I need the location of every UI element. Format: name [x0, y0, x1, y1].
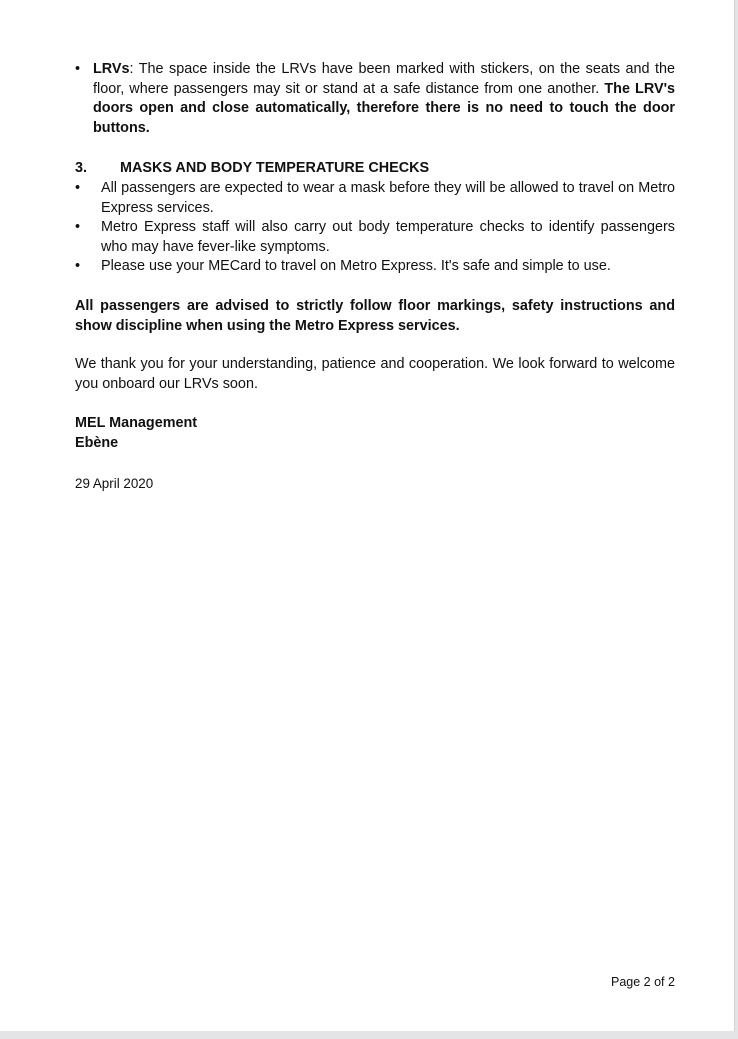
list-item [75, 218, 675, 257]
lrv-label: LRVs [93, 61, 130, 77]
signature-line-2: Ebène [75, 434, 119, 451]
document-date: 29 April 2020 [75, 475, 154, 491]
bullet-icon: • [75, 258, 81, 275]
bullet-icon: • [75, 179, 81, 196]
masks-list [75, 179, 675, 277]
thanks-paragraph: We thank you for your understanding, patience and cooperation. We look forward to welcome you onboard our LRVs soon. [75, 356, 675, 392]
lrv-list [75, 60, 675, 138]
list-item-text: Please use your MECard to travel on Metro Express. It's safe and simple to use. [101, 258, 611, 275]
bullet-icon: • [75, 61, 81, 77]
signature-line-1: MEL Management [75, 415, 198, 432]
signature-block [75, 414, 675, 453]
list-item [75, 257, 675, 277]
section-3-heading [75, 159, 675, 179]
list-item-text: All passengers are expected to wear a mask before they will be allowed to travel on Metro Express services. [101, 179, 675, 216]
lrv-text: : The space inside the LRVs have been marked with stickers, on the seats and the floor, where passengers may sit or stand at a safe distance from one another. [93, 61, 675, 97]
page-content [75, 60, 675, 493]
advisory-paragraph: All passengers are advised to strictly follow floor markings, safety instructions and show discipline when using the Metro Express services. [75, 297, 675, 334]
section-title: MASKS AND BODY TEMPERATURE CHECKS [120, 160, 430, 177]
page-number-footer: Page 2 of 2 [611, 975, 675, 989]
list-item-text: Metro Express staff will also carry out body temperature checks to identify passengers who may have fever-like symptoms. [101, 219, 675, 255]
lrv-bold-text: The LRV's doors open and close automatically, therefore there is no need to touch the door buttons. [93, 80, 676, 136]
bullet-icon: • [75, 219, 81, 236]
lrv-list-item [75, 60, 675, 138]
section-number: 3. [75, 160, 88, 177]
list-item [75, 179, 675, 218]
